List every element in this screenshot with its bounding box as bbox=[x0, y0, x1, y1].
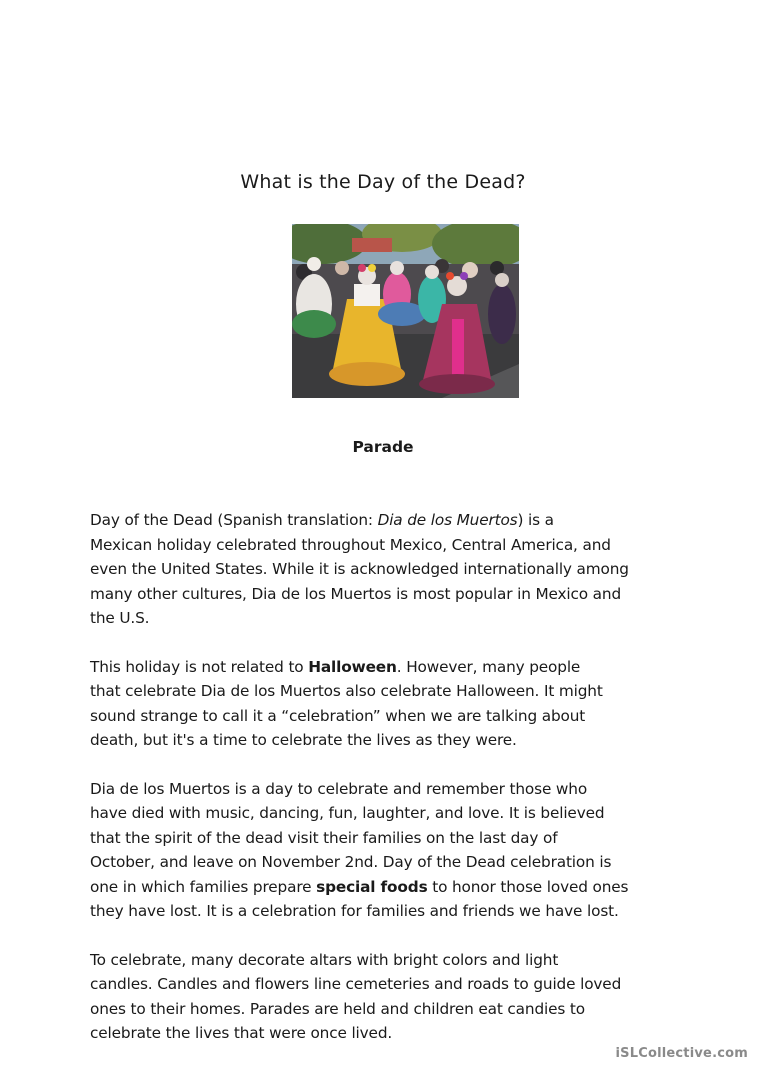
paragraph bbox=[90, 630, 690, 752]
bold-term: special foods bbox=[316, 877, 428, 896]
paragraph-text: Day of the Dead (Spanish translation: bbox=[90, 511, 378, 530]
site-watermark: iSLCollective.com bbox=[615, 1046, 748, 1061]
document-title: What is the Day of the Dead? bbox=[240, 171, 526, 193]
bold-term: Halloween bbox=[308, 657, 397, 676]
emphasis-text: Dia de los Muertos bbox=[377, 511, 518, 530]
paragraph-text: Dia de los Muertos is a day to celebrate and remember those who have died with music, dancing, fun, laughter, and love. It is believed that the spirit of the dead visit their families on the last day of October, and leave on November 2nd. Day of the Dead celebration is one in which families prepare bbox=[90, 779, 612, 896]
paragraph bbox=[90, 484, 690, 630]
image-caption: Parade bbox=[352, 438, 414, 456]
parade-photo bbox=[292, 224, 519, 398]
paragraph bbox=[90, 752, 690, 923]
paragraph bbox=[90, 923, 690, 1045]
paragraph-text: To celebrate, many decorate altars with bright colors and light candles. Candles and flowers line cemeteries and roads to guide loved ones to their homes. Parades are held and children eat candies to celebrate the lives that were once lived. bbox=[90, 950, 622, 1042]
paragraph-text: This holiday is not related to bbox=[90, 657, 309, 676]
article-body bbox=[90, 484, 690, 1045]
paragraph-text: . However, many people that celebrate Dia de los Muertos also celebrate Halloween. It might sound strange to call it a “celebration” when we are talking about death, but it's a time to celebrate the lives as they were. bbox=[90, 657, 603, 750]
paragraph-text: to honor those loved ones they have lost. It is a celebration for families and friends we have lost. bbox=[90, 877, 629, 920]
paragraph-text: ) is a Mexican holiday celebrated throughout Mexico, Central America, and even the United States. While it is acknowledged internationally among many other cultures, Dia de los Muertos is most popular in Mexico and the U.S. bbox=[90, 511, 629, 628]
